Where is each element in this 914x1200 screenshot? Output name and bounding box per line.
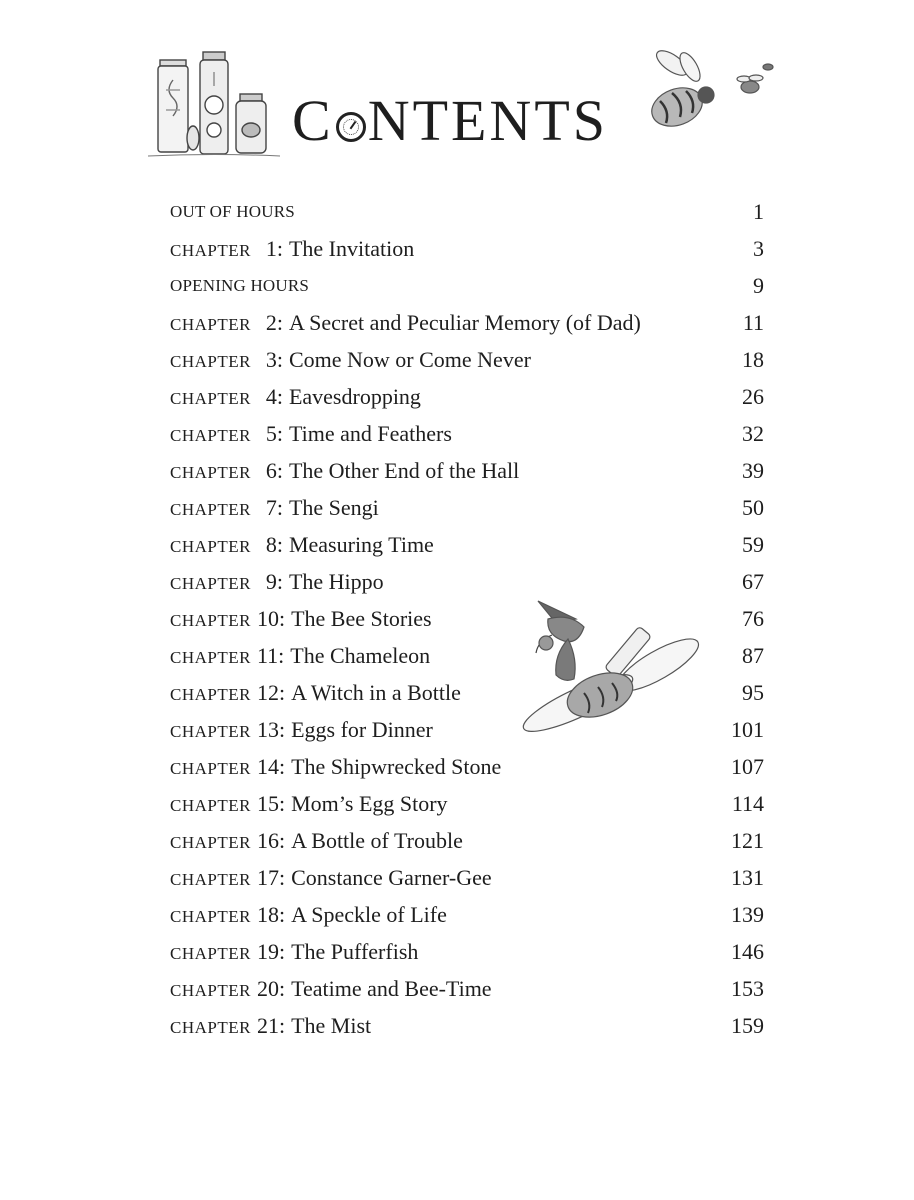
chapter-title: The Bee Stories [291, 605, 432, 631]
page-number: 9 [753, 272, 764, 298]
chapter-prefix: CHAPTER [170, 314, 251, 334]
toc-entry [170, 526, 764, 563]
chapter-title: Time and Feathers [288, 420, 452, 446]
page-number: 67 [742, 568, 764, 594]
toc-entry [170, 415, 764, 452]
chapter-title: A Witch in a Bottle [291, 679, 461, 705]
chapter-number: 12: [256, 679, 286, 705]
chapter-prefix: CHAPTER [170, 573, 251, 593]
page-number: 139 [731, 901, 764, 927]
toc-entry [170, 600, 764, 637]
toc-entry-label [170, 717, 433, 743]
page-title [292, 88, 609, 153]
page-number: 95 [742, 679, 764, 705]
toc-entry-label [170, 495, 379, 521]
toc-entry-label [170, 421, 452, 447]
toc-entry-label [170, 791, 448, 817]
toc-entry [170, 341, 764, 378]
toc-entry [170, 378, 764, 415]
chapter-prefix: CHAPTER [170, 240, 251, 260]
page-number: 11 [742, 309, 764, 335]
chapter-prefix: CHAPTER [170, 721, 251, 741]
chapter-title: A Bottle of Trouble [291, 827, 463, 853]
chapter-number: 19: [256, 938, 286, 964]
toc-entry [170, 1007, 764, 1044]
chapter-title: Constance Garner-Gee [291, 864, 492, 890]
chapter-number: 11: [256, 642, 285, 668]
page-number: 76 [742, 605, 764, 631]
chapter-number: 2: [265, 309, 283, 335]
chapter-title: The Pufferfish [291, 938, 419, 964]
chapter-title: A Speckle of Life [291, 901, 447, 927]
chapter-prefix: CHAPTER [170, 1017, 251, 1037]
chapter-title: Teatime and Bee-Time [291, 975, 492, 1001]
page-number: 26 [742, 383, 764, 409]
toc-entry [170, 304, 764, 341]
table-of-contents [170, 193, 764, 1044]
toc-entry [170, 785, 764, 822]
page-number: 114 [731, 790, 764, 816]
toc-entry-label [170, 643, 430, 669]
toc-entry-label [170, 828, 463, 854]
chapter-number: 21: [256, 1012, 286, 1038]
chapter-prefix: CHAPTER [170, 536, 251, 556]
toc-entry [170, 230, 764, 267]
chapter-number: 8: [265, 531, 283, 557]
toc-entry-label [170, 606, 432, 632]
chapter-title: The Sengi [288, 494, 379, 520]
clock-face-icon [336, 112, 366, 142]
flying-bees-icon [632, 45, 787, 155]
toc-entry-label [170, 384, 421, 410]
toc-entry-label [170, 236, 414, 262]
page-number: 32 [742, 420, 764, 446]
chapter-prefix: CHAPTER [170, 869, 251, 889]
chapter-title: The Mist [291, 1012, 372, 1038]
toc-entry [170, 452, 764, 489]
chapter-prefix: CHAPTER [170, 795, 251, 815]
chapter-number: 7: [265, 494, 283, 520]
toc-entry-label [170, 569, 384, 595]
chapter-prefix: CHAPTER [170, 906, 251, 926]
specimen-jars-icon [148, 50, 280, 162]
toc-entry [170, 970, 764, 1007]
page-number: 3 [753, 235, 764, 261]
chapter-prefix: CHAPTER [170, 647, 251, 667]
chapter-number: 5: [265, 420, 283, 446]
toc-entry-label [170, 532, 434, 558]
toc-entry-label [170, 347, 531, 373]
chapter-prefix: CHAPTER [170, 499, 251, 519]
chapter-number: 17: [256, 864, 286, 890]
page-number: 18 [742, 346, 764, 372]
chapter-number: 4: [265, 383, 283, 409]
toc-entry [170, 267, 764, 304]
toc-entry-label [170, 865, 492, 891]
chapter-number: 20: [256, 975, 286, 1001]
title-rest: NTENTS [367, 88, 609, 153]
chapter-title: The Invitation [288, 235, 415, 261]
chapter-prefix: CHAPTER [170, 980, 251, 1000]
chapter-number: 1: [265, 235, 283, 261]
chapter-title: The Shipwrecked Stone [291, 753, 502, 779]
chapter-title: The Chameleon [290, 642, 431, 668]
toc-entry [170, 933, 764, 970]
toc-entry [170, 896, 764, 933]
chapter-title: The Hippo [288, 568, 384, 594]
toc-entry [170, 489, 764, 526]
chapter-title: Eggs for Dinner [291, 716, 433, 742]
toc-entry-label [170, 976, 492, 1002]
page-number: 159 [731, 1012, 764, 1038]
chapter-prefix: CHAPTER [170, 758, 251, 778]
toc-entry-label [170, 458, 519, 484]
chapter-number: 3: [265, 346, 283, 372]
part-heading: OPENING HOURS [170, 275, 310, 295]
page-number: 101 [731, 716, 764, 742]
chapter-number: 9: [265, 568, 283, 594]
page-number: 146 [731, 938, 764, 964]
chapter-prefix: CHAPTER [170, 684, 251, 704]
chapter-number: 16: [256, 827, 286, 853]
title-initial: C [292, 88, 334, 153]
chapter-title: Measuring Time [288, 531, 434, 557]
chapter-number: 13: [256, 716, 286, 742]
page-number: 50 [742, 494, 764, 520]
page-number: 59 [742, 531, 764, 557]
page-number: 121 [731, 827, 764, 853]
page-number: 107 [731, 753, 764, 779]
page-number: 131 [731, 864, 764, 890]
toc-entry [170, 563, 764, 600]
toc-entry-label [170, 202, 295, 222]
chapter-prefix: CHAPTER [170, 610, 251, 630]
toc-entry [170, 822, 764, 859]
toc-entry [170, 674, 764, 711]
toc-entry [170, 637, 764, 674]
toc-entry-label [170, 310, 641, 336]
toc-entry-label [170, 754, 501, 780]
chapter-number: 15: [256, 790, 286, 816]
toc-entry [170, 711, 764, 748]
chapter-prefix: CHAPTER [170, 832, 251, 852]
chapter-prefix: CHAPTER [170, 462, 251, 482]
toc-entry [170, 748, 764, 785]
page-number: 87 [742, 642, 764, 668]
toc-entry-label [170, 902, 447, 928]
toc-entry-label [170, 1013, 371, 1039]
chapter-title: The Other End of the Hall [288, 457, 520, 483]
chapter-prefix: CHAPTER [170, 943, 251, 963]
chapter-prefix: CHAPTER [170, 351, 251, 371]
toc-entry [170, 193, 764, 230]
chapter-title: A Secret and Peculiar Memory (of Dad) [288, 309, 641, 335]
chapter-prefix: CHAPTER [170, 388, 251, 408]
chapter-number: 10: [256, 605, 286, 631]
chapter-number: 14: [256, 753, 286, 779]
chapter-title: Mom’s Egg Story [291, 790, 448, 816]
chapter-number: 18: [256, 901, 286, 927]
toc-entry-label [170, 680, 461, 706]
chapter-title: Come Now or Come Never [288, 346, 531, 372]
page-number: 39 [742, 457, 764, 483]
toc-entry-label [170, 276, 309, 296]
toc-entry-label [170, 939, 418, 965]
toc-entry [170, 859, 764, 896]
page-number: 1 [753, 198, 764, 224]
chapter-number: 6: [265, 457, 283, 483]
chapter-prefix: CHAPTER [170, 425, 251, 445]
page-number: 153 [731, 975, 764, 1001]
chapter-title: Eavesdropping [288, 383, 421, 409]
part-heading: OUT OF HOURS [170, 201, 295, 221]
